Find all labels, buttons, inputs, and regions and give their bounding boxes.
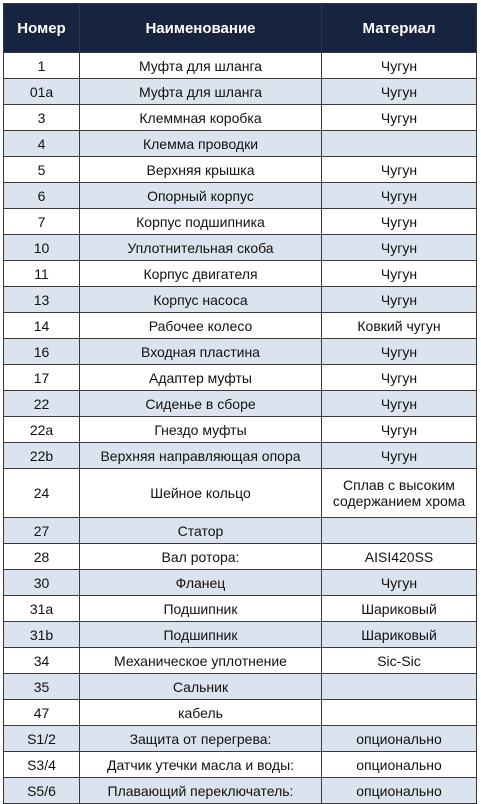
header-name: Наименование (80, 4, 322, 53)
cell-number: 22b (4, 443, 80, 469)
cell-name: Клеммная коробка (80, 105, 322, 131)
cell-name: Защита от перегрева: (80, 726, 322, 752)
cell-name: Гнездо муфты (80, 417, 322, 443)
cell-material (322, 700, 477, 726)
cell-number: 31a (4, 596, 80, 622)
cell-number: 16 (4, 339, 80, 365)
table-row (4, 365, 477, 391)
table-row (4, 235, 477, 261)
cell-number: S5/6 (4, 778, 80, 804)
cell-number: S3/4 (4, 752, 80, 778)
table-row (4, 79, 477, 105)
cell-material: Чугун (322, 209, 477, 235)
cell-number: 35 (4, 674, 80, 700)
cell-material: Чугун (322, 105, 477, 131)
table-row (4, 287, 477, 313)
cell-material: опционально (322, 778, 477, 804)
cell-material: Чугун (322, 391, 477, 417)
parts-table-container (3, 3, 476, 804)
cell-material: Сплав с высоким содержанием хрома (322, 469, 477, 518)
cell-material: Чугун (322, 570, 477, 596)
table-row (4, 596, 477, 622)
cell-number: 13 (4, 287, 80, 313)
cell-name: Сальник (80, 674, 322, 700)
cell-material (322, 518, 477, 544)
cell-material: Чугун (322, 183, 477, 209)
cell-name: Адаптер муфты (80, 365, 322, 391)
cell-number: 01a (4, 79, 80, 105)
cell-material: Чугун (322, 235, 477, 261)
cell-material: Чугун (322, 287, 477, 313)
cell-number: 47 (4, 700, 80, 726)
cell-name: Уплотнительная скоба (80, 235, 322, 261)
cell-number: 30 (4, 570, 80, 596)
table-row (4, 674, 477, 700)
table-row (4, 648, 477, 674)
header-number: Номер (4, 4, 80, 53)
cell-material: Чугун (322, 339, 477, 365)
cell-name: Плавающий переключатель: (80, 778, 322, 804)
cell-name: Корпус насоса (80, 287, 322, 313)
cell-material: Чугун (322, 365, 477, 391)
cell-number: 1 (4, 53, 80, 79)
cell-number: 17 (4, 365, 80, 391)
cell-material: AISI420SS (322, 544, 477, 570)
cell-name: Муфта для шланга (80, 53, 322, 79)
table-row (4, 391, 477, 417)
cell-material: опционально (322, 752, 477, 778)
cell-name: Опорный корпус (80, 183, 322, 209)
cell-name: Корпус подшипника (80, 209, 322, 235)
cell-name: Корпус двигателя (80, 261, 322, 287)
cell-number: 14 (4, 313, 80, 339)
cell-number: 11 (4, 261, 80, 287)
cell-name: Рабочее колесо (80, 313, 322, 339)
cell-number: 5 (4, 157, 80, 183)
cell-name: Муфта для шланга (80, 79, 322, 105)
cell-number: 10 (4, 235, 80, 261)
table-row (4, 157, 477, 183)
cell-name: Подшипник (80, 622, 322, 648)
cell-number: S1/2 (4, 726, 80, 752)
cell-name: Статор (80, 518, 322, 544)
cell-material: Чугун (322, 79, 477, 105)
cell-name: Вал ротора: (80, 544, 322, 570)
cell-material: Чугун (322, 157, 477, 183)
table-header-row (4, 4, 477, 53)
table-row (4, 518, 477, 544)
table-row (4, 622, 477, 648)
table-row (4, 417, 477, 443)
cell-material (322, 674, 477, 700)
cell-material: Шариковый (322, 596, 477, 622)
table-row (4, 261, 477, 287)
cell-number: 24 (4, 469, 80, 518)
cell-number: 31b (4, 622, 80, 648)
cell-name: Сиденье в сборе (80, 391, 322, 417)
cell-number: 4 (4, 131, 80, 157)
table-row (4, 53, 477, 79)
cell-name: кабель (80, 700, 322, 726)
cell-name: Верхняя крышка (80, 157, 322, 183)
table-row (4, 339, 477, 365)
cell-material: Шариковый (322, 622, 477, 648)
cell-name: Входная пластина (80, 339, 322, 365)
cell-material: Ковкий чугун (322, 313, 477, 339)
cell-name: Датчик утечки масла и воды: (80, 752, 322, 778)
table-row (4, 544, 477, 570)
cell-material: Чугун (322, 443, 477, 469)
cell-material: Чугун (322, 53, 477, 79)
header-material: Материал (322, 4, 477, 53)
cell-material: Чугун (322, 417, 477, 443)
cell-number: 7 (4, 209, 80, 235)
cell-name: Фланец (80, 570, 322, 596)
table-row (4, 752, 477, 778)
cell-number: 34 (4, 648, 80, 674)
table-row (4, 313, 477, 339)
cell-number: 27 (4, 518, 80, 544)
table-row (4, 209, 477, 235)
table-row (4, 700, 477, 726)
cell-name: Верхняя направляющая опора (80, 443, 322, 469)
table-row (4, 726, 477, 752)
cell-material: Чугун (322, 261, 477, 287)
cell-number: 3 (4, 105, 80, 131)
cell-name: Подшипник (80, 596, 322, 622)
table-row (4, 469, 477, 518)
parts-table (3, 3, 477, 804)
cell-number: 22a (4, 417, 80, 443)
cell-name: Шейное кольцо (80, 469, 322, 518)
cell-number: 22 (4, 391, 80, 417)
cell-material (322, 131, 477, 157)
cell-number: 6 (4, 183, 80, 209)
table-row (4, 443, 477, 469)
table-row (4, 183, 477, 209)
cell-name: Клемма проводки (80, 131, 322, 157)
cell-material: опционально (322, 726, 477, 752)
table-row (4, 105, 477, 131)
cell-name: Механическое уплотнение (80, 648, 322, 674)
table-row (4, 131, 477, 157)
cell-material: Sic-Sic (322, 648, 477, 674)
cell-number: 28 (4, 544, 80, 570)
table-row (4, 570, 477, 596)
